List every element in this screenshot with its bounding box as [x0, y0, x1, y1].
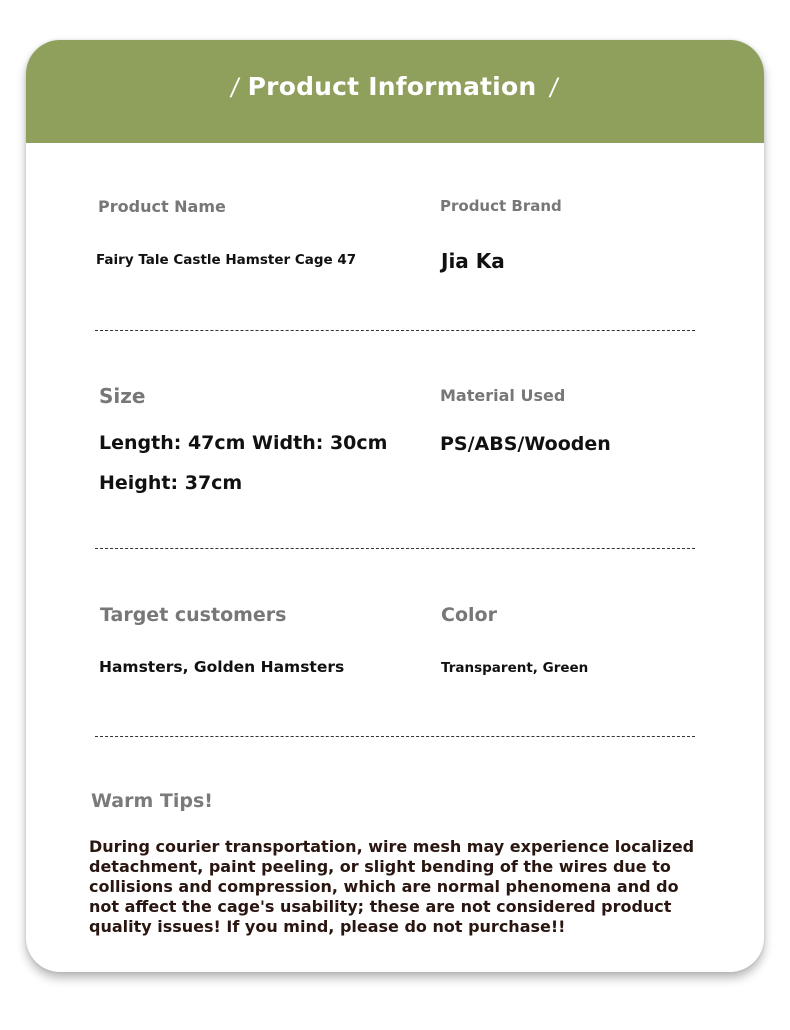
header-slash-right: /: [548, 73, 561, 101]
header-slash-left: /: [229, 73, 242, 101]
divider-3: [95, 736, 695, 737]
product-name-label: Product Name: [98, 197, 226, 216]
size-value-line1: Length: 47cm Width: 30cm: [99, 432, 388, 454]
warm-tips-title: Warm Tips!: [91, 790, 213, 812]
material-value: PS/ABS/Wooden: [440, 433, 611, 455]
size-value-line2: Height: 37cm: [99, 472, 243, 494]
page-title: Product Information: [247, 72, 537, 101]
header-title-row: [26, 72, 764, 101]
target-customers-value: Hamsters, Golden Hamsters: [99, 658, 345, 676]
header-banner: [26, 40, 764, 143]
product-name-value: Fairy Tale Castle Hamster Cage 47: [96, 252, 357, 268]
product-brand-label: Product Brand: [440, 197, 562, 215]
color-label: Color: [441, 604, 497, 626]
divider-1: [95, 330, 695, 331]
size-label: Size: [99, 384, 146, 408]
color-value: Transparent, Green: [441, 660, 589, 676]
product-brand-value: Jia Ka: [441, 249, 505, 273]
product-info-card: [26, 40, 764, 972]
material-label: Material Used: [440, 386, 566, 405]
divider-2: [95, 548, 695, 549]
target-customers-label: Target customers: [100, 604, 287, 626]
warm-tips-text: During courier transportation, wire mesh may experience localized detachment, paint peeling, or slight bending of the wires due to collisions and compression, which are normal phenomena and do not affect the cage's usability; these are not considered product quality issues! If you mind, please do not purchase!!: [89, 837, 695, 936]
